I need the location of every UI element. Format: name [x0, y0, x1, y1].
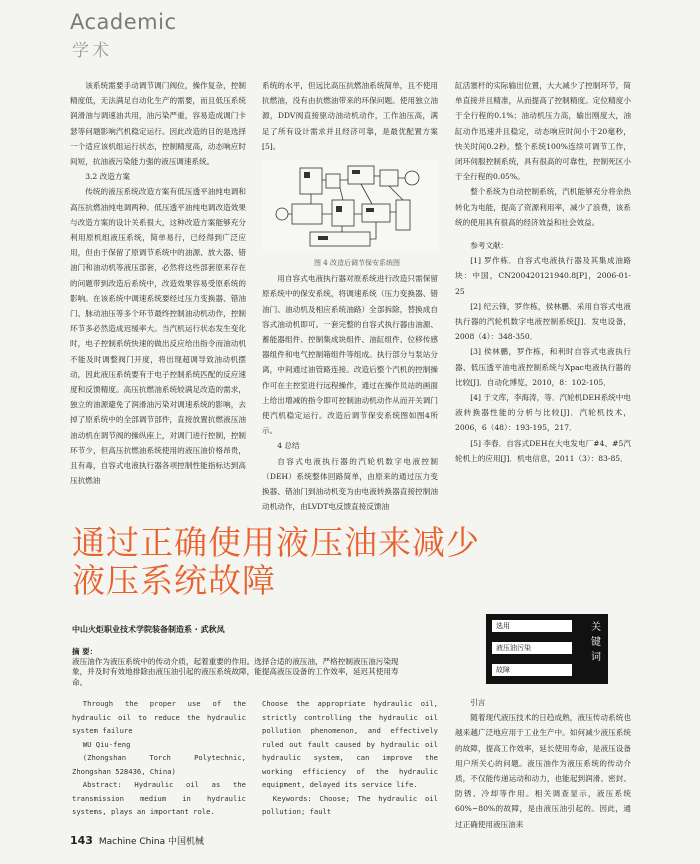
page-number: 143 [70, 834, 93, 847]
abstract-label: 摘 要： [72, 647, 98, 656]
column-2 [262, 78, 438, 514]
introduction-text: 随着现代液压技术的日趋成熟，液压传动系统也越来越广泛地应用于工业生产中。如何减少液压系统的故障，提高工作效率，延长使用寿命，是液压设备用户所关心的问题。液压油作为液压系统的传动介质，不仅能传递运动和动力，也能起到润滑、密封、防锈、冷却等作用。相关调查显示，液压系统60%~80%的故障，是由液压油引起的。因此，通过正确使用液压油来 [455, 713, 631, 829]
keyword-item: 选用 [492, 620, 572, 632]
english-title: Through the proper use of the hydraulic oil to reduce the hydraulic system failure [72, 699, 246, 735]
section-label-en: Academic [70, 10, 177, 34]
article-title-line-1: 通过正确使用液压油来减少 [72, 523, 480, 562]
references-title: 参考文献： [470, 241, 509, 251]
keywords-side-label [590, 620, 602, 665]
article-author: 中山火炬职业技术学院装备制造系 · 武秋凤 [72, 625, 225, 634]
paragraph: 该系统需要手动调节调门阀位，操作复杂，控制精度低，无法满足自动化生产的需要，而且低压系统润滑油与调速油共用，油污染严重，容易造成调门卡瑟等问题影响汽机稳定运行。因此改造的目的是选择一个适应该机组运行状态，控制精度高，动态响应时间短，抗油液污染能力强的液压调速系统。 [70, 81, 246, 167]
english-abstract-cont: Choose the appropriate hydraulic oil, strictly controlling the hydraulic oil pollution phenomenon, and effectively ruled out fault caused by hydraulic oil hydraulic system, can improve the working efficiency of the hydraulic equipment, delayed its service life. [262, 699, 438, 789]
keyword-item: 液压油污染 [492, 642, 572, 654]
figure-caption: 图 4 改造后调节保安系统图 [314, 259, 400, 268]
paragraph: 缸活塞杆的实际输出位置，大大减少了控制环节，简单直接并且精准，从而提高了控制精度。定位精度小于全行程的0.1%；油动机压力高，输出刚度大，油缸动作迅速并且稳定，动态响应时间小于20毫秒，快关时间0.2秒。整个系统100%连续可调节工作，闭环伺服控制系统，具有很高的可靠性，控制死区小于全行程的0.05%。 [455, 81, 631, 182]
introduction-title: 引言 [470, 698, 486, 707]
keyword-item: 故障 [492, 664, 572, 676]
keywords-side-char: 键 [591, 637, 601, 648]
paragraph: 传统的液压系统改造方案有低压透平油纯电调和高压抗燃油纯电调两种。低压透平油纯电调改造效果与改造方案的设计关系很大，这种改造方案能够充分利用原机组液压系统，简单易行，已经得到广泛应用，但由于保留了原调节系统中的油源、放大器、错油门和油动机等液压部套，必然将这些部套原来存在的问题带到改造后系统中，改造效果容易受原系统的影响。在该系统中调速系统要经过压力变换器、错油门、脉动油压等多个环节最终控制油动机动作，控制环节多必然造成迟缓率大。当汽机运行状态发生变化时，电子控制系统快速的做出反应给出指令而油动机不能及时调整阀门开度，将出现超调导致油动机摆动，因此液压系统要有于电子控制系统匹配的反应速度和反馈精度。高压抗燃油系统较满足改造的需求，独立的油源避免了润滑油污染对调速系统的影响，去掉了原系统中的全部调节部件，直接放置抗燃液压油油动机在调节阀的操纵座上，对调门进行控制，控制环节少，但高压抗燃油系统使用的液压油价格昂贵，且有毒，自容式电液执行器各项控制性能指标达到高压抗燃油 [70, 187, 246, 486]
reference-item: [1] 罗作栋．自容式电液执行器及其集成油路块：中国，CN200420121940.8[P]，2006-01-25 [455, 256, 631, 296]
paragraph: 整个系统为自动控制系统，汽机能够充分将余热转化为电能，提高了资源利用率，减少了浪费，该系统的使用具有很高的经济效益和社会效益。 [455, 187, 631, 227]
reference-item: [5] 李春．自容式DEH在大电发电厂#4、#5汽轮机上的应用[J]．机电信息，2011（3）：83-85． [455, 438, 631, 463]
paragraph: 系统的水平，但远比高压抗燃油系统简单，且不使用抗燃油，没有由抗燃油带来的环保问题。使用独立油源，DDV阀直接驱动油动机动作，工作油压高，满足了所有设计需求并且经济可靠，是最优配置方案[5]。 [262, 81, 438, 151]
section-heading: 3.2 改造方案 [85, 172, 131, 182]
article-title [72, 524, 480, 600]
keywords-panel [486, 614, 608, 684]
english-abstract: Abstract: Hydraulic oil as the transmission medium in hydraulic systems, plays an important role. [72, 780, 246, 816]
column-1 [70, 78, 246, 488]
column-3 [455, 78, 631, 466]
section-heading: 4 总结 [277, 441, 300, 451]
system-diagram [262, 160, 438, 252]
english-abstract-column-2 [262, 697, 438, 819]
keywords-side-char: 关 [591, 622, 601, 633]
reference-item: [4] 于文库，李海涛，等．汽轮机DEH系统中电液转换器性能的分析与比较[J]．汽轮机技术，2006，6（48）：193-195，217． [455, 393, 631, 433]
article-title-line-2: 液压系统故障 [72, 561, 276, 600]
introduction [455, 695, 631, 832]
section-label-zh: 学术 [72, 41, 112, 61]
english-author: WU Qiu-feng [82, 739, 131, 749]
page-footer [70, 834, 204, 847]
reference-item: [2] 纪云锋，罗作栋，侯林鹏．采用自容式电液执行器的汽轮机数字电液控制系统[J]．发电设备，2008（4）：348-350． [455, 301, 631, 342]
abstract-text: 液压油作为液压系统中的传动介质，起着重要的作用。选择合适的液压油，严格控制液压油污染现象，并及时有效地排除由液压油引起的液压系统故障，能提高液压设备的工作效率，延迟其使用寿命。 [72, 657, 399, 687]
english-keywords: Keywords: Choose; The hydraulic oil pollution; fault [262, 793, 438, 816]
paragraph: 自容式电液执行器的汽轮机数字电液控制（DEH）系统整体回路简单，由原来的通过压力变换器、错油门到油动机变为由电液转换器直接控制油动机动作，由LVDT电反馈直接反馈油 [262, 456, 438, 512]
english-affiliation: (Zhongshan Torch Polytechnic, Zhongshan 528436, China) [72, 753, 246, 776]
system-diagram-figure [262, 160, 438, 252]
reference-item: [3] 侯林鹏，罗作栋，和利时自容式电液执行器、低压透平油电液控制系统与Xpac电液执行器的比较[J]．自动化博览，2010，8：102-105． [455, 347, 631, 387]
journal-name: Machine China 中国机械 [98, 837, 204, 847]
keywords-side-char: 词 [591, 652, 601, 663]
paragraph: 用自容式电液执行器对原系统进行改造只需保留原系统中的保安系统，将调速系统（压力变换器、错油门、油动机及相应系统油路）全部拆除，替换成自容式油动机即可。一套完整的自容式执行器由油源、蓄能器组件、控制集成块组件、油缸组件、位移传感器组件和电气控制箱组件等组成。执行部分与泵站分离，中间通过油管路连接。改造后整个汽机的控制操作可在主控室进行远程操作，通过在操作员站的画面上给出增减的指令即可控制油动机动作从而开关调门使汽机稳定运行。改造后调节保安系统图如图4所示。 [262, 274, 438, 436]
english-abstract-column-1 [72, 697, 246, 819]
